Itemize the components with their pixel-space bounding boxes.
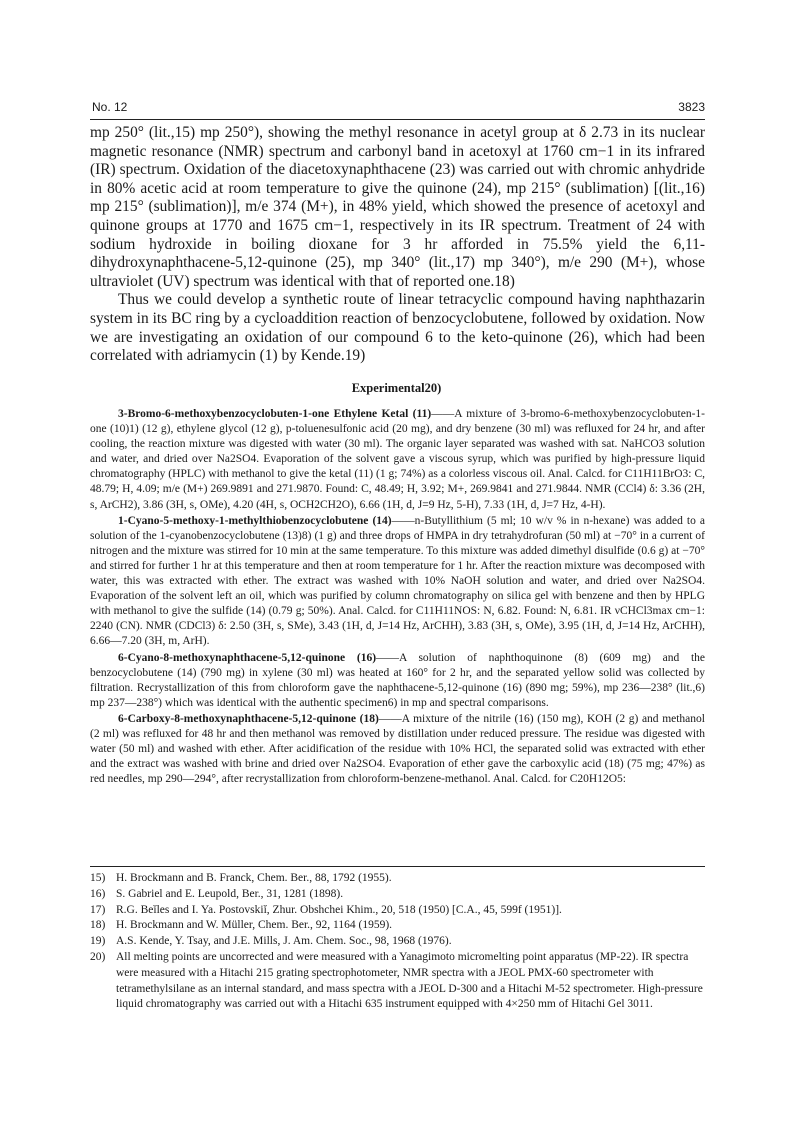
footnote-text: All melting points are uncorrected and were measured with a Yanagimoto micromelting point apparatus (MP-22). IR spectra were measured with a Hitachi 215 grating spectrophotometer, NMR spectra with a JEOL PMX-60 spectrometer with tetramethylsilane as an internal standard, and mass spectra with a JEOL D-300 and a Hitachi M-52 spectrometer. High-pressure liquid chromatography was carried out with a Hitachi 635 instrument equipped with 4×250 mm of Hitachi Gel 3011. — [116, 950, 703, 1011]
footnote-number: 19) — [90, 935, 106, 948]
procedure-paragraph — [90, 407, 705, 513]
footnote — [90, 950, 705, 1013]
footnotes — [90, 871, 705, 1013]
procedure-title: 1-Cyano-5-methoxy-1-methylthiobenzocyclobutene (14) — [118, 514, 392, 527]
page-number: 3823 — [678, 100, 705, 114]
procedure-text: ——A solution of naphthoquinone (8) (609 mg) and the benzocyclobutene (14) (790 mg) in xylene (30 ml) was heated at 160° for 2 hr, and the separated yellow solid was collected by filtration. Recrystallization of this from chloroform gave the naphthacene-5,12-quinone (16) (890 mg; 59%), mp 236—238° (lit.,6) mp 237—238°) which was identical with the authentic specimen6) in mp and spectral comparisons. — [90, 651, 706, 709]
footnote-number: 15) — [90, 872, 106, 884]
experimental-heading: Experimental20) — [351, 381, 442, 395]
procedure-paragraph — [90, 514, 705, 650]
procedure-title: 6-Cyano-8-methoxynaphthacene-5,12-quinone (16) — [118, 651, 377, 664]
procedure-text: ——A mixture of 3-bromo-6-methoxybenzocyclobuten-1-one (10)1) (12 g), ethylene glycol (12 g), p-toluenesulfonic acid (20 mg), and dry benzene (30 ml) was refluxed for 24 hr, and after cooling, the reaction mixture was digested with water (30 ml). The organic layer separated was washed with sat. NaHCO3 solution and water, and dried over Na2SO4. Evaporation of the solvent gave a viscous syrup, which was purified by high-pressure liquid chromatography (HPLC) with methanol to give the ketal (11) (1 g; 74%) as a colorless viscous oil. Anal. Calcd. for C11H11BrO3: C, 48.79; H, 4.09; m/e (M+) 269.9891 and 271.9870. Found: C, 48.49; H, 3.92; M+, 269.9841 and 271.9844. NMR (CCl4) δ: 3.36 (2H, s, ArCH2), 3.86 (3H, s, OMe), 4.20 (4H, s, OCH2CH2O), 6.66 (1H, d, J=9 Hz, 5-H), 7.33 (1H, d, J=7 Hz, 4-H). — [90, 408, 705, 511]
issue-number: No. 12 — [92, 100, 128, 114]
procedure-title: 6-Carboxy-8-methoxynaphthacene-5,12-quinone (18) — [118, 712, 379, 725]
footnote — [90, 903, 705, 919]
footnote-text: S. Gabriel and E. Leupold, Ber., 31, 1281 (1898). — [116, 887, 344, 900]
footnote — [90, 934, 705, 950]
procedure-paragraph — [90, 712, 705, 787]
footnote-number: 17) — [90, 903, 106, 916]
header-rule — [90, 119, 705, 120]
procedure-text: ——A mixture of the nitrile (16) (150 mg), KOH (2 g) and methanol (2 ml) was refluxed for 48 hr and then methanol was removed by distillation under reduced pressure. The residue was digested with water (50 ml) and washed with ether. After acidification of the residue with 10% HCl, the separated solid was extracted with ether and the extract was washed with brine and dried over Na2SO4. Evaporation of ether gave the carboxylic acid (18) (75 mg; 47%) as red needles, mp 290—294°, after recrystallization from chloroform-benzene-methanol. Anal. Calcd. for C20H12O5: — [90, 712, 705, 786]
footnote-text: A.S. Kende, Y. Tsay, and J.E. Mills, J. Am. Chem. Soc., 98, 1968 (1976). — [116, 935, 452, 948]
footnote-number: 20) — [90, 950, 106, 963]
procedure-paragraph — [90, 651, 705, 711]
intro-paragraph: mp 250° (lit.,15) mp 250°), showing the methyl resonance in acetyl group at δ 2.73 in its nuclear magnetic resonance (NMR) spectrum and carbonyl band in acetoxyl at 1760 cm−1 in its infrared (IR) spectrum. Oxidation of the diacetoxynaphthacene (23) was carried out with chromic anhydride in 80% acetic acid at room temperature to give the quinone (24), mp 215° (sublimation) [(lit.,16) mp 215° (sublimation)], m/e 374 (M+), in 48% yield, which showed the presence of acetoxyl and quinone groups at 1770 and 1675 cm−1, respectively in its IR spectrum. Treatment of 24 with sodium hydroxide in boiling dioxane for 3 hr afforded in 75.5% yield the 6,11-dihydroxynaphthacene-5,12-quinone (25), mp 340° (lit.,17) mp 340°), m/e 290 (M+), whose ultraviolet (UV) spectrum was identical with that of reported one.18) — [90, 124, 705, 290]
footnote — [90, 918, 705, 934]
procedure-title: 3-Bromo-6-methoxybenzocyclobuten-1-one Ethylene Ketal (11) — [118, 408, 432, 420]
procedure-text: ——n-Butyllithium (5 ml; 10 w/v % in n-hexane) was added to a solution of the 1-cyanobenzocyclobutene (13)8) (1 g) and three drops of HMPA in dry tetrahydrofuran (50 ml) at −70° in a current of nitrogen and the mixture was stirred for 10 min at the same temperature. To this mixture was added dimethyl disulfide (0.6 g) at −70° and stirred for further 1 hr at this temperature and then at room temperature for 1 hr. After the reaction mixture was decomposed with water, this was extracted with ether. The extract was washed with 10% NaOH solution and water, and dried over Na2SO4. Evaporation of the solvent left an oil, which was purified by column chromatography on silica gel with benzene and then by HPLG with methanol to give the sulfide (14) (0.79 g; 50%). Anal. Calcd. for C11H11NOS: N, 6.82. Found: N, 6.81. IR νCHCl3max cm−1: 2240 (CN). NMR (CDCl3) δ: 2.50 (3H, s, SMe), 3.43 (1H, d, J=14 Hz, ArCHH), 3.83 (3H, s, OMe), 3.95 (1H, d, J=14 Hz, ArCHH), 6.66—7.20 (3H, m, ArH). — [90, 514, 706, 648]
footnote — [90, 871, 705, 887]
footnote-rule — [90, 866, 705, 867]
footnote-text: H. Brockmann and B. Franck, Chem. Ber., 88, 1792 (1955). — [116, 872, 392, 884]
footnote-text: H. Brockmann and W. Müller, Chem. Ber., 92, 1164 (1959). — [116, 919, 393, 932]
intro-text — [90, 124, 705, 366]
footnote-number: 16) — [90, 887, 106, 900]
footnote-text: R.G. Beĭles and I. Ya. Postovskiĭ, Zhur. Obshchei Khim., 20, 518 (1950) [C.A., 45, 599f (1951)]. — [116, 903, 562, 916]
footnote-number: 18) — [90, 919, 106, 932]
footnote — [90, 887, 705, 903]
experimental-section — [90, 407, 705, 787]
intro-paragraph: Thus we could develop a synthetic route of linear tetracyclic compound having naphthazarin system in its BC ring by a cycloaddition reaction of benzocyclobutene, followed by oxidation. Now we are investigating an oxidation of our compound 6 to the keto-quinone (26), which had been correlated with adriamycin (1) by Kende.19) — [90, 291, 705, 365]
